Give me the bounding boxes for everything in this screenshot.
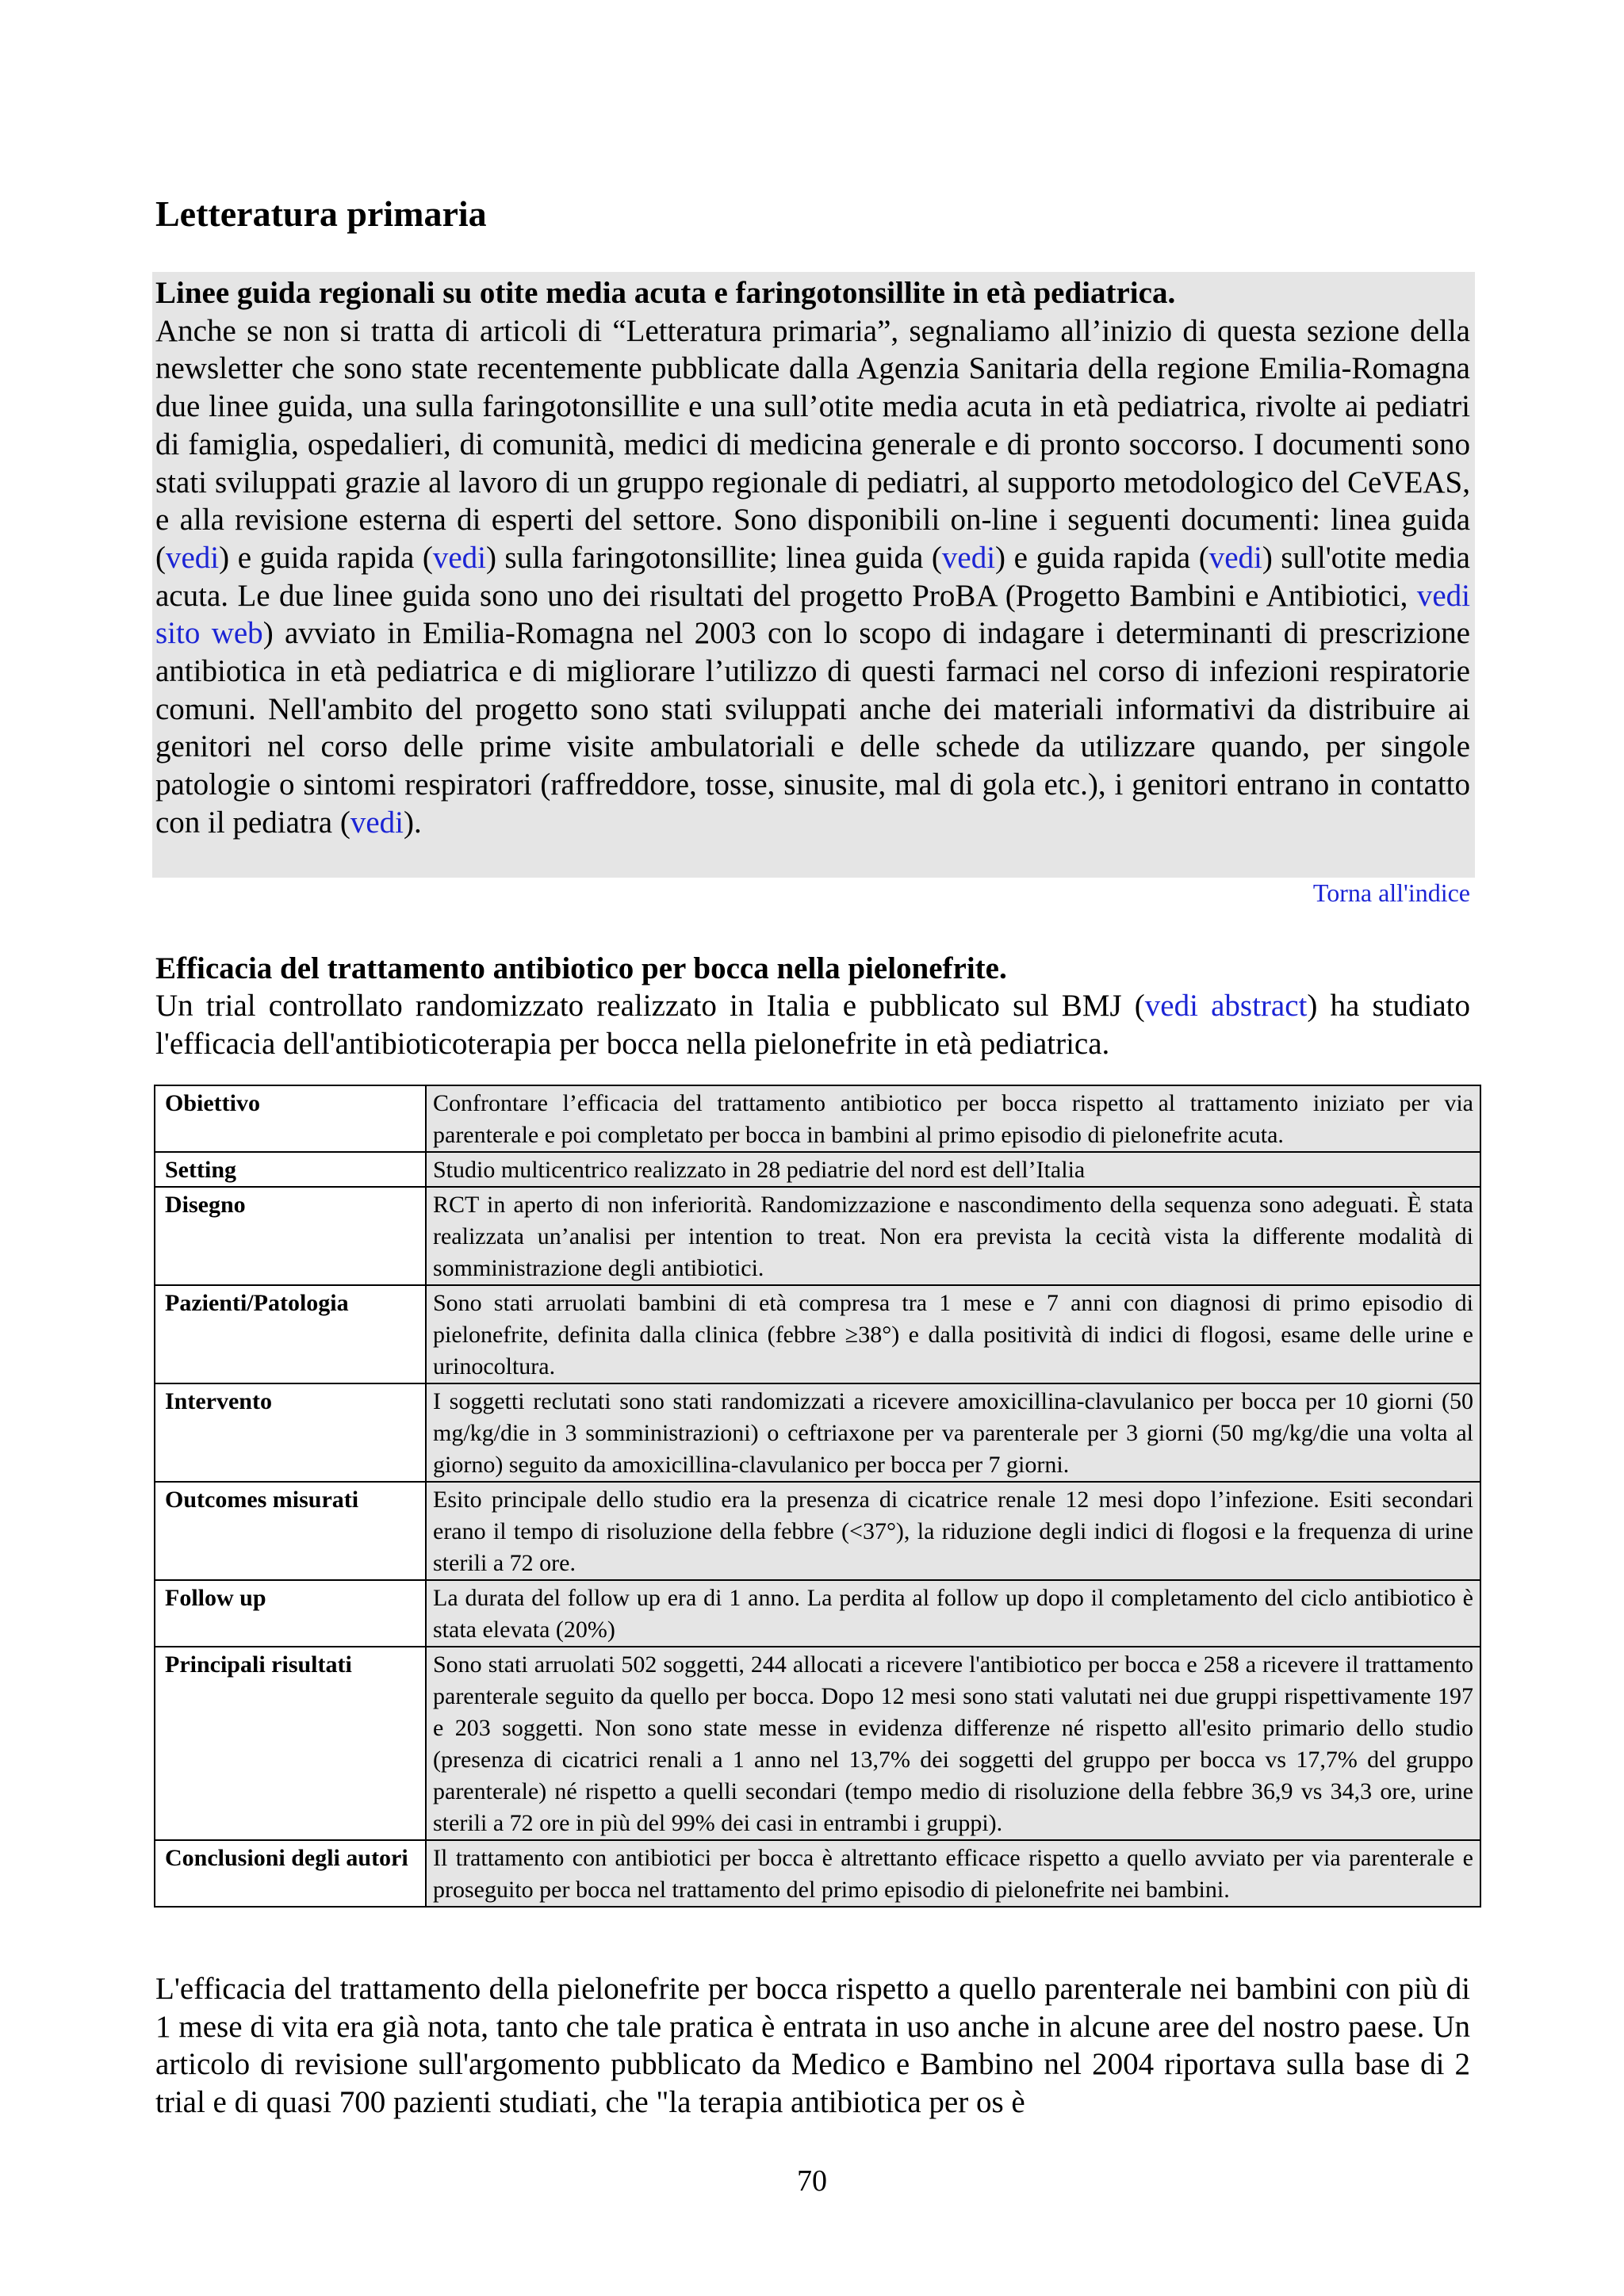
- table-row: [155, 1647, 1480, 1840]
- table-row: [155, 1085, 1480, 1152]
- row-value: Sono stati arruolati 502 soggetti, 244 allocati a ricevere l'antibiotico per bocca e 258 a ricevere il trattamento parenterale seguito da quello per bocca. Dopo 12 mesi sono stati valutati nei due gruppi rispettivamente 197 e 203 soggetti. Non sono state messe in evidenza differenze né rispetto all'esito primario dello studio (presenza di cicatrici renali a 1 anno nel 13,7% dei soggetti del gruppo per bocca vs 17,7% del gruppo parenterale) né rispetto a quelli secondari (tempo medio di risoluzione della febbre 36,9 vs 34,3 ore, urine sterili a 72 ore in più del 99% dei casi in entrambi i gruppi).: [426, 1647, 1480, 1840]
- quick-guide-otite-link[interactable]: vedi: [1208, 540, 1262, 575]
- guideline-otite-link[interactable]: vedi: [941, 540, 996, 575]
- table-row: [155, 1187, 1480, 1285]
- row-value: Sono stati arruolati bambini di età compresa tra 1 mese e 7 anni con diagnosi di primo episodio di pielonefrite, definita dalla clinica (febbre ≥38°) e dalla positività di indici di flogosi, esame delle urine e urinocoltura.: [426, 1285, 1480, 1383]
- table-row: [155, 1383, 1480, 1482]
- article-intro: Un trial controllato randomizzato realizzato in Italia e pubblicato sul BMJ (vedi abstract) ha studiato l'efficacia dell'antibioticoterapia per bocca nella pielonefrite in età pediatrica.: [155, 989, 1470, 1061]
- row-label: Outcomes misurati: [155, 1482, 426, 1580]
- discussion-paragraph: L'efficacia del trattamento della pielonefrite per bocca rispetto a quello parenterale nei bambini con più di 1 mese di vita era già nota, tanto che tale pratica è entrata in uso anche in alcune aree del nostro paese. Un articolo di revisione sull'argomento pubblicato da Medico e Bambino nel 2004 riportava sulla base di 2 trial e di quasi 700 pazienti studiati, che "la terapia antibiotica per os è: [155, 1972, 1470, 2119]
- row-label: Follow up: [155, 1580, 426, 1647]
- row-label: Setting: [155, 1152, 426, 1187]
- table-row: [155, 1482, 1480, 1580]
- row-value: Esito principale dello studio era la presenza di cicatrice renale 12 mesi dopo l’infezione. Esiti secondari erano il tempo di risoluzione della febbre (<37°), la riduzione degli indici di flogosi e la frequenza di urine sterili a 72 ore.: [426, 1482, 1480, 1580]
- table-row: [155, 1285, 1480, 1383]
- row-label: Disegno: [155, 1187, 426, 1285]
- section-title: Letteratura primaria: [155, 193, 487, 234]
- guidelines-paragraph: Linee guida regionali su otite media acuta e faringotonsillite in età pediatrica. Anche se non si tratta di articoli di “Letteratura primaria”, segnaliamo all’inizio di questa sezione della newsletter che sono state recentemente pubblicate dalla Agenzia Sanitaria della regione Emilia-Romagna due linee guida, una sulla faringotonsillite e una sull’otite media acuta in età pediatrica, rivolte ai pediatri di famiglia, ospedalieri, di comunità, medici di medicina generale e di pronto soccorso. I documenti sono stati sviluppati grazie al lavoro di un gruppo regionale di pediatri, al supporto metodologico del CeVEAS, e alla revisione esterna di esperti del settore. Sono disponibili on-line i seguenti documenti: linea guida (vedi) e guida rapida (vedi) sulla faringotonsillite; linea guida (vedi) e guida rapida (vedi) sull'otite media acuta. Le due linee guida sono uno dei risultati del progetto ProBA (Progetto Bambini e Antibiotici, vedi sito web) avviato in Emilia-Romagna nel 2003 con lo scopo di indagare i determinanti di prescrizione antibiotica in età pediatrica e di migliorare l’utilizzo di questi farmaci nel corso di infezioni respiratorie comuni. Nell'ambito del progetto sono stati sviluppati anche dei materiali informativi da distribuire ai genitori nel corso delle prime visite ambulatoriali e delle schede da utilizzare quando, per singole patologie o sintomi respiratori (raffreddore, tosse, sinusite, mal di gola etc.), i genitori entrano in contatto con il pediatra (vedi).: [155, 276, 1470, 840]
- row-label: Intervento: [155, 1383, 426, 1482]
- study-summary-table: [154, 1085, 1481, 1908]
- row-label: Conclusioni degli autori: [155, 1840, 426, 1907]
- guideline-faringotonsillite-link[interactable]: vedi: [166, 540, 220, 575]
- table-row: [155, 1152, 1480, 1187]
- row-label: Principali risultati: [155, 1647, 426, 1840]
- row-label: Obiettivo: [155, 1085, 426, 1152]
- row-value: I soggetti reclutati sono stati randomizzati a ricevere amoxicillina-clavulanico per bocca per 10 giorni (50 mg/kg/die in 3 somministrazioni) o ceftriaxone per va parenterale per 3 giorni (50 mg/kg/die una volta al giorno) seguito da amoxicillina-clavulanico per bocca per 7 giorni.: [426, 1383, 1480, 1482]
- row-value: RCT in aperto di non inferiorità. Randomizzazione e nascondimento della sequenza sono adeguati. È stata realizzata un’analisi per intention to treat. Non era prevista la cecità vista la differente modalità di somministrazione degli antibiotici.: [426, 1187, 1480, 1285]
- page-number: 70: [797, 2164, 827, 2198]
- abstract-link[interactable]: vedi abstract: [1144, 989, 1308, 1023]
- table-row: [155, 1840, 1480, 1907]
- guidelines-heading: Linee guida regionali su otite media acuta e faringotonsillite in età pediatrica.: [155, 276, 1176, 310]
- quick-guide-faringotonsillite-link[interactable]: vedi: [432, 540, 486, 575]
- proba-website-link[interactable]: vedi sito web: [155, 578, 1470, 651]
- row-value: Studio multicentrico realizzato in 28 pediatrie del nord est dell’Italia: [426, 1152, 1480, 1187]
- row-value: Confrontare l’efficacia del trattamento antibiotico per bocca rispetto al trattamento iniziato per via parenterale e poi completato per bocca in bambini al primo episodio di pielonefrite acuta.: [426, 1085, 1480, 1152]
- table-row: [155, 1580, 1480, 1647]
- parent-materials-link[interactable]: vedi: [350, 805, 404, 840]
- row-value: La durata del follow up era di 1 anno. La perdita al follow up dopo il completamento del ciclo antibiotico è stata elevata (20%): [426, 1580, 1480, 1647]
- row-value: Il trattamento con antibiotici per bocca è altrettanto efficace rispetto a quello avviato per via parenterale e proseguito per bocca nel trattamento del primo episodio di pielonefrite nei bambini.: [426, 1840, 1480, 1907]
- row-label: Pazienti/Patologia: [155, 1285, 426, 1383]
- article-title: Efficacia del trattamento antibiotico per bocca nella pielonefrite.: [155, 951, 1007, 985]
- back-to-index-link[interactable]: Torna all'indice: [1312, 878, 1470, 907]
